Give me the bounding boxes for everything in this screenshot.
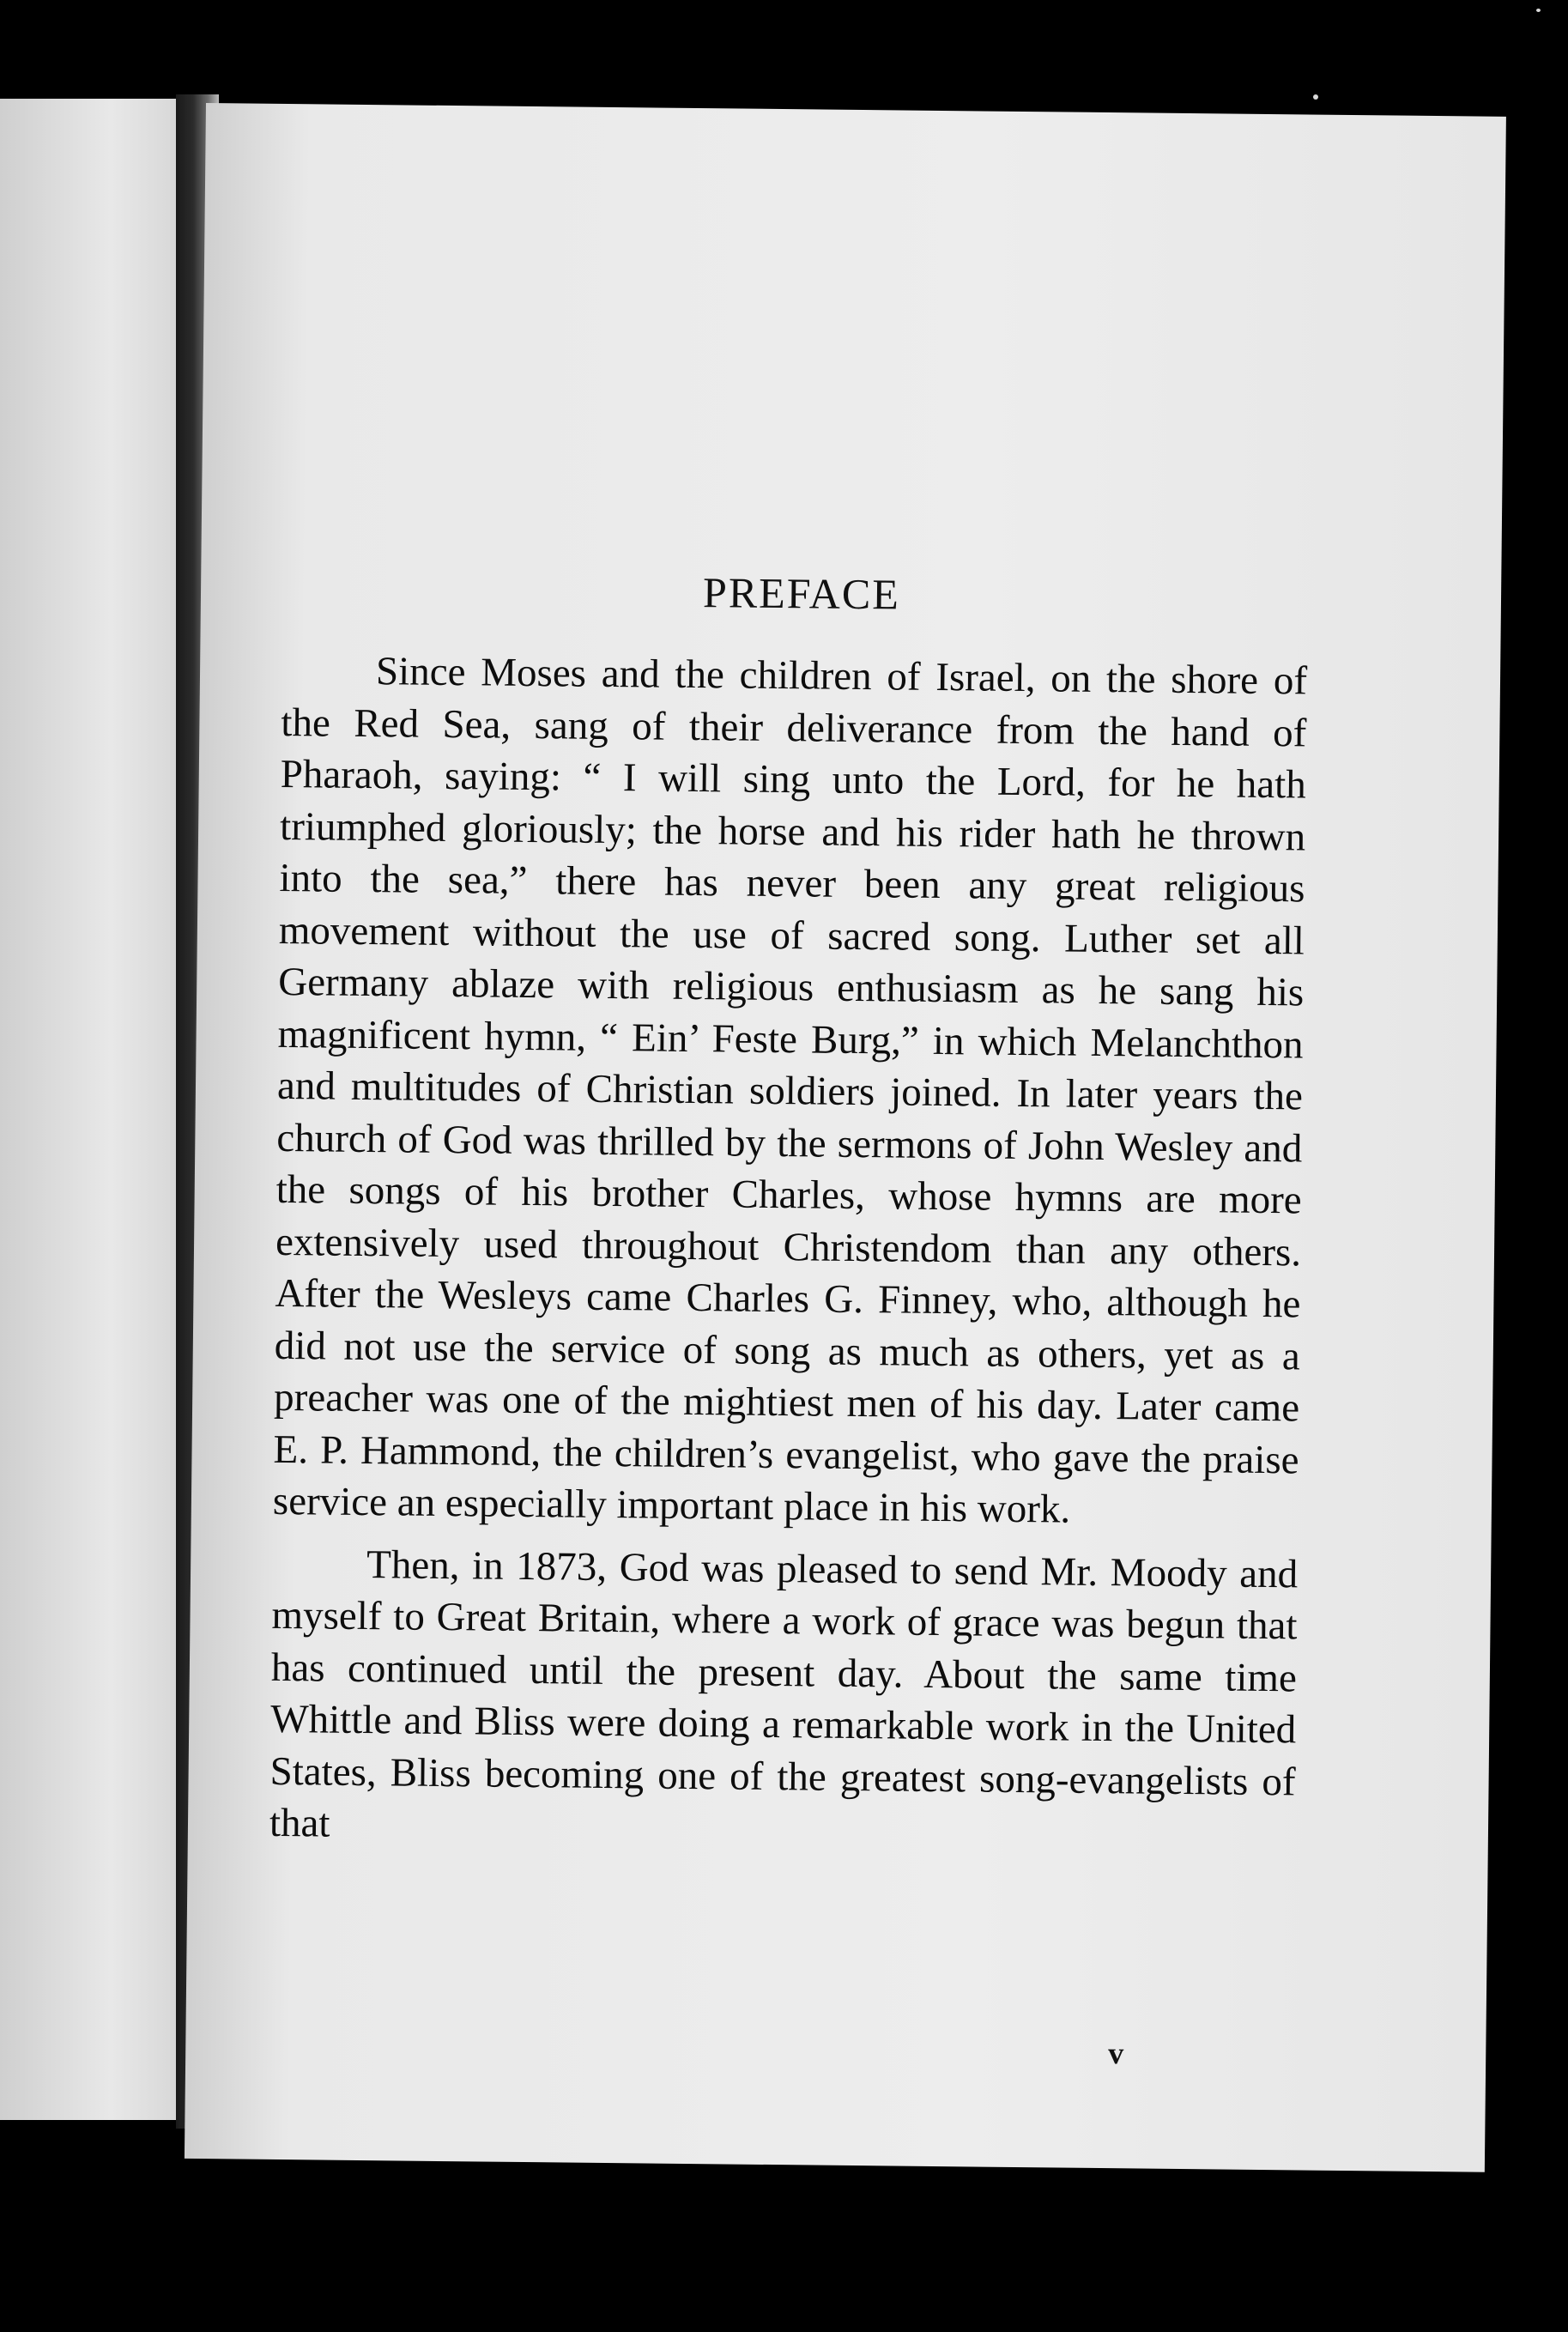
page-number: v xyxy=(1108,2036,1124,2071)
body-text xyxy=(269,645,1308,1860)
scan-speck xyxy=(1313,94,1318,100)
page-heading: PREFACE xyxy=(702,568,901,619)
facing-page-edge xyxy=(0,99,185,2120)
scan-speck xyxy=(1536,9,1541,12)
paragraph-1: Since Moses and the children of Israel, on the shore of the Red Sea, sang of their deliverance from the hand of Pharaoh, saying: “ I will sing unto the Lord, for he hath triumphed gloriously; the horse and his rider hath he thrown into the sea,” there has never been any great religious movement without the use of sacred song. Luther set all Germany ablaze with religious enthusiasm as he sang his magnificent hymn, “ Ein’ Feste Burg,” in which Melanchthon and multitudes of Christian soldiers joined. In later years the church of God was thrilled by the sermons of John Wesley and the songs of his brother Charles, whose hymns are more extensively used throughout Christendom than any others. After the Wesleys came Charles G. Finney, who, although he did not use the service of song as much as others, yet as a preacher was one of the mightiest men of his day. Later came E. P. Hammond, the children’s evangelist, who gave the praise service an especially important place in his work. xyxy=(272,649,1308,1532)
book-page xyxy=(185,103,1506,2172)
paragraph-2: Then, in 1873, God was pleased to send Mr. Moody and myself to Great Britain, where a work of grace was begun that has continued until the present day. About the same time Whittle and Bliss were doing a remarkable work in the United States, Bliss becoming one of the greatest song-evangelists of that xyxy=(269,1542,1299,1846)
